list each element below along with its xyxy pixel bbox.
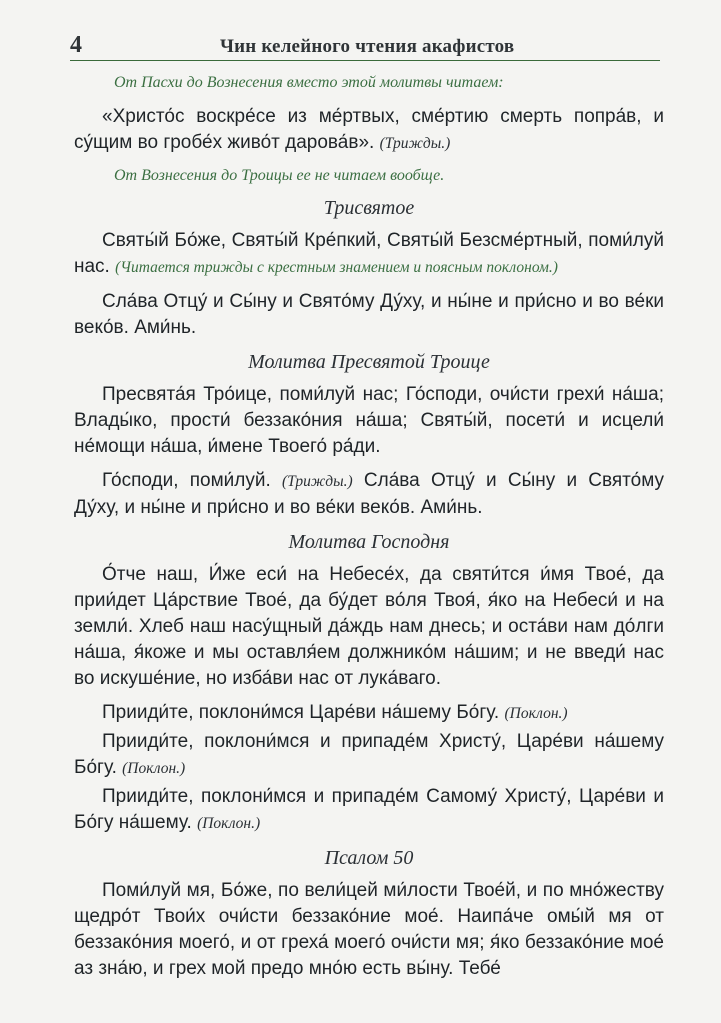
rubric-note: (Поклон.) <box>504 705 568 722</box>
running-title: Чин келейного чтения акафистов <box>220 36 515 57</box>
heading-psalm-50: Псалом 50 <box>324 847 414 869</box>
heading-prayer-trinity: Молитва Пресвятой Троице <box>248 351 490 373</box>
paragraph-psalm-50: Поми́луй мя, Бо́же, по вели́цей ми́лости Твое́й, и по мно́жеству щедро́т Твои́х очи́сти беззако́ние мое́. Наипа́че омы́й мя от беззако́ния моего́, и от греха́ моего́ очи́сти мя; я́ко беззако́ние мое́ аз зна́ю, и грех мой предо мно́ю есть вы́ну. Тебе́ <box>74 880 664 979</box>
page-body <box>74 72 664 990</box>
paragraph-lord-have-mercy <box>74 468 664 521</box>
rubric-note: (Поклон.) <box>122 760 186 777</box>
rubric-note: (Трижды.) <box>281 473 353 490</box>
heading-lords-prayer: Молитва Господня <box>288 531 450 553</box>
paragraph-trisagion <box>74 228 664 281</box>
rubric-ascension: От Вознесения до Троицы ее не читаем вообще. <box>114 167 445 184</box>
prayer-text: Прииди́те, поклони́мся и припаде́м Самому́ Христу́, Царе́ви и Бо́гу на́шему. <box>74 786 664 833</box>
running-header <box>70 30 660 61</box>
paragraph-come-let-us-worship-2 <box>74 729 664 782</box>
rubric-note: (Поклон.) <box>197 815 261 832</box>
prayer-text: Сла́ва Отцу́ и Сы́ну и Свято́му Ду́ху, и ны́не и при́сно и во ве́ки веко́в. Ами́нь. <box>74 470 665 518</box>
prayer-text: Го́споди, поми́луй. <box>102 470 271 491</box>
paragraph-prayer-trinity: Пресвята́я Тро́ице, поми́луй нас; Го́споди, очи́сти грехи́ на́ша; Влады́ко, прости́ беззако́ния на́ша; Святы́й, посети́ и исцели́ не́мощи на́ша, и́мене Твоего́ ра́ди. <box>74 384 664 457</box>
prayer-text: Святы́й Бо́же, Святы́й Кре́пкий, Святы́й Безсме́ртный, поми́луй нас. <box>74 230 664 277</box>
prayer-text: «Христо́с воскре́се из ме́ртвых, сме́ртию смерть попра́в, и су́щим во гробе́х живо́т дарова́в». <box>74 106 664 153</box>
paragraph-come-let-us-worship-1 <box>74 700 664 727</box>
page-number: 4 <box>70 32 82 58</box>
rubric-pascha: От Пасхи до Вознесения вместо этой молитвы читаем: <box>114 74 504 91</box>
rubric-note: (Трижды.) <box>379 135 451 152</box>
prayer-text: Прииди́те, поклони́мся и припаде́м Христу́, Царе́ви на́шему Бо́гу. <box>74 731 664 778</box>
paragraph-christ-is-risen <box>74 104 664 157</box>
paragraph-glory: Сла́ва Отцу́ и Сы́ну и Свято́му Ду́ху, и ны́не и при́сно и во ве́ки веко́в. Ами́нь. <box>74 291 664 338</box>
heading-trisagion: Трисвятое <box>323 197 415 219</box>
paragraph-come-let-us-worship-3 <box>74 784 664 837</box>
paragraph-lords-prayer: О́тче наш, И́же еси́ на Небесе́х, да святи́тся и́мя Твое́, да прии́дет Ца́рствие Твое́, да бу́дет во́ля Твоя́, я́ко на Небеси́ и на земли́. Хлеб наш насу́щный да́ждь нам днесь; и оста́ви нам до́лги на́ша, я́коже и мы оставля́ем должнико́м на́шим; и не введи́ нас во искуше́ние, но изба́ви нас от лука́ваго. <box>74 564 664 689</box>
prayer-text: Прииди́те, поклони́мся Царе́ви на́шему Бо́гу. <box>102 702 500 723</box>
rubric-note: (Читается трижды с крестным знамением и поясным поклоном.) <box>115 259 558 276</box>
